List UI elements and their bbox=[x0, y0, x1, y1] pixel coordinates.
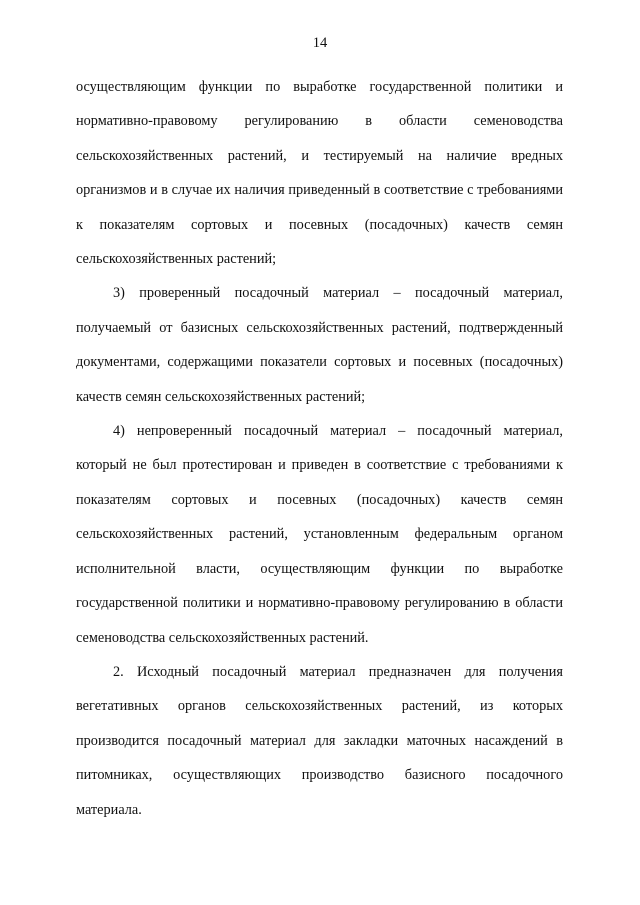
paragraph-item-3: 3) проверенный посадочный материал – посадочный материал, получаемый от базисных сельскохозяйственных растений, подтвержденный документами, содержащими показатели сортовых и посевных (посадочных) качеств семян сельскохозяйственных растений; bbox=[76, 285, 563, 405]
paragraph-section-2: 2. Исходный посадочный материал предназначен для получения вегетативных органов сельскохозяйственных растений, из которых производится посадочный материал для закладки маточных насаждений в питомниках, осуществляющих производство базисного посадочного материала. bbox=[76, 663, 563, 818]
document-body bbox=[76, 70, 563, 827]
page-number: 14 bbox=[312, 35, 328, 51]
paragraph-continuation: осуществляющим функции по выработке государственной политики и нормативно-правовому регулированию в области семеноводства сельскохозяйственных растений, и тестируемый на наличие вредных организмов и в случае их наличия приведенный в соответствие с требованиями к показателям сортовых и посевных (посадочных) качеств семян сельскохозяйственных растений; bbox=[76, 79, 563, 268]
paragraph-item-4: 4) непроверенный посадочный материал – посадочный материал, который не был протестирован и приведен в соответствие с требованиями к показателям сортовых и посевных (посадочных) качеств семян сельскохозяйственных растений, установленным федеральным органом исполнительной власти, осуществляющим функции по выработке государственной политики и нормативно-правовому регулированию в области семеноводства сельскохозяйственных растений. bbox=[76, 423, 563, 646]
